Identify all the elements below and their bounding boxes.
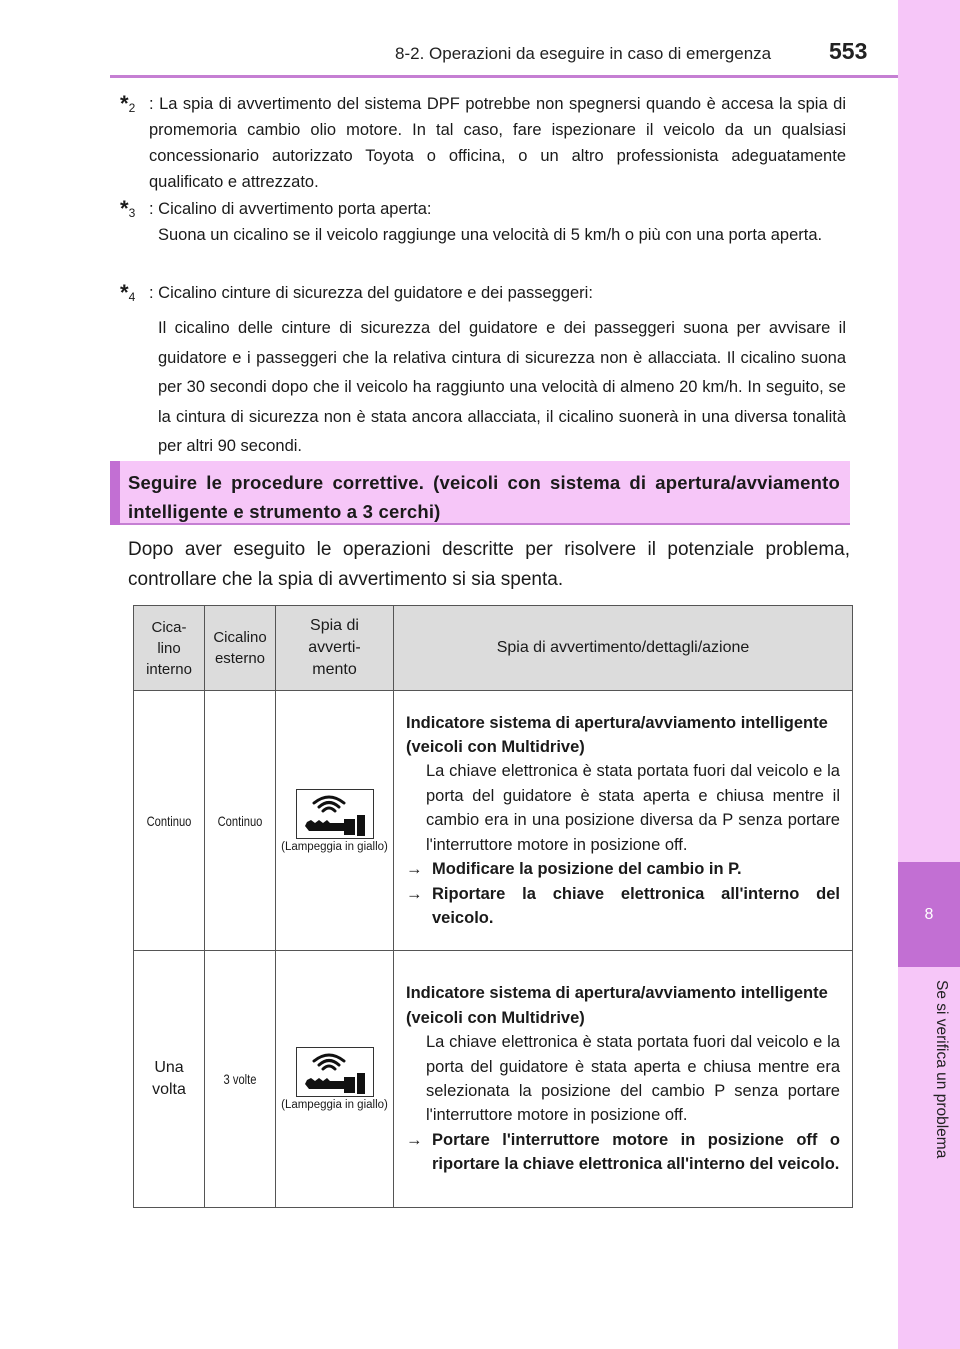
warning-table — [133, 605, 853, 1208]
arrow-icon: → — [406, 860, 423, 879]
running-header: 8-2. Operazioni da eseguire in caso di emergenza — [395, 44, 772, 63]
chapter-tab: 8 — [898, 862, 960, 967]
footnote-text: Suona un cicalino se il veicolo raggiunge una velocità di 5 km/h o più con una porta aperta. — [158, 226, 823, 244]
details-body: La chiave elettronica è stata portata fuori dal veicolo e la porta del guidatore è stata aperta e chiusa mentre il cambio era in una posizione diversa da P senza portare l'interruttore motore in posizione off. — [426, 762, 840, 854]
section-heading-bar — [110, 461, 120, 525]
footnote-text: : La spia di avvertimento del sistema DPF potrebbe non spegnersi quando è accesa la spia di promemoria cambio olio motore. In tal caso, fare ispezionare il veicolo da un qualsiasi concessionario autorizzato Toyota o officina, o un altro professionista adeguatamente qualificato e attrezzato. — [149, 95, 846, 191]
footnote-2: *$^2$ : La spia di avvertimento del sistema DPF potrebbe non spegnersi quando è accesa la spia di promemoria cambio olio motore. In tal caso, fare ispezionare il veicolo da un qualsiasi concessionario autorizzato Toyota o officina, o un altro professionista adeguatamente qualificato e attrezzato. — [120, 91, 846, 195]
footnote-title: : Cicalino cinture di sicurezza del guidatore e dei passeggeri: — [149, 284, 593, 302]
arrow-icon: → — [406, 1130, 423, 1149]
footnote-title: : Cicalino di avvertimento porta aperta: — [149, 200, 432, 218]
arrow-icon: → — [406, 884, 423, 903]
smart-key-warning-icon — [296, 789, 374, 839]
external-buzzer-cell: 3 volte — [205, 951, 276, 1208]
section-title: Seguire le procedure correttive. (veicoli con sistema di apertura/avviamento intelligente e strumento a 3 cerchi) — [128, 472, 840, 522]
column-header-warning-light: Spia di avverti- mento — [276, 606, 394, 691]
footnote-text: Il cicalino delle cinture di sicurezza del guidatore e dei passeggeri suona per avvisare il guidatore e i passeggeri che la relativa cintura di sicurezza non è allacciata. Il cicalino suona per 30 secondi dopo che il veicolo ha raggiunto una velocità di almeno 20 km/h. In seguito, se la cintura di sicurezza non è stata ancora allacciata, il cicalino suonerà in una diversa tonalità per altri 90 secondi. — [158, 319, 846, 455]
page-number: 553 — [829, 38, 868, 64]
details-cell — [394, 691, 853, 951]
column-header-external-buzzer: Cicalino esterno — [205, 606, 276, 691]
section-heading — [110, 461, 850, 525]
footnote-3: *$^3$ : Cicalino di avvertimento porta aperta: Suona un cicalino se il veicolo raggiunge una velocità di 5 km/h o più con una porta aperta. — [120, 196, 846, 248]
warning-light-cell — [276, 951, 394, 1208]
action-item: → Portare l'interruttore motore in posizione off o riportare la chiave elettronica all'interno del veicolo. — [406, 1128, 840, 1177]
table-header-row — [134, 606, 853, 691]
table-row — [134, 691, 853, 951]
column-header-internal-buzzer: Cica- lino interno — [134, 606, 205, 691]
internal-buzzer-cell: Una volta — [134, 951, 205, 1208]
action-item: → Modificare la posizione del cambio in P. — [406, 857, 840, 881]
header-rule — [110, 75, 898, 78]
action-item: → Riportare la chiave elettronica all'interno del veicolo. — [406, 882, 840, 931]
column-header-details: Spia di avvertimento/dettagli/azione — [394, 606, 853, 691]
details-body: La chiave elettronica è stata portata fuori dal veicolo e la porta del guidatore è stata aperta e chiusa mentre era selezionata la posizione del cambio P senza portare l'interruttore motore in posizione off. — [426, 1033, 840, 1125]
footnote-4: *$^4$ : Cicalino cinture di sicurezza del guidatore e dei passeggeri: Il cicalino delle cinture di sicurezza del guidatore e dei passeggeri suona per avvisare il guidatore e i passeggeri che la relativa cintura di sicurezza non è allacciata. Il cicalino suona per 30 secondi dopo che il veicolo ha raggiunto una velocità di almeno 20 km/h. In seguito, se la cintura di sicurezza non è stata ancora allacciata, il cicalino suonerà in una diversa tonalità per altri 90 secondi. — [120, 280, 846, 462]
table-row — [134, 951, 853, 1208]
warning-light-cell — [276, 691, 394, 951]
section-intro: Dopo aver eseguito le operazioni descritte per risolvere il potenziale problema, controllare che la spia di avvertimento si sia spenta. — [128, 539, 850, 590]
icon-caption: (Lampeggia in giallo) — [281, 1099, 388, 1111]
details-cell — [394, 951, 853, 1208]
details-heading: Indicatore sistema di apertura/avviamento intelligente (veicoli con Multidrive) — [406, 984, 828, 1027]
external-buzzer-cell: Continuo — [205, 691, 276, 951]
icon-caption: (Lampeggia in giallo) — [281, 840, 388, 853]
internal-buzzer-cell: Continuo — [134, 691, 205, 951]
details-heading: Indicatore sistema di apertura/avviamento intelligente (veicoli con Multidrive) — [406, 713, 828, 757]
smart-key-warning-icon — [296, 1047, 374, 1097]
chapter-label: Se si verifica un problema — [933, 980, 950, 1159]
